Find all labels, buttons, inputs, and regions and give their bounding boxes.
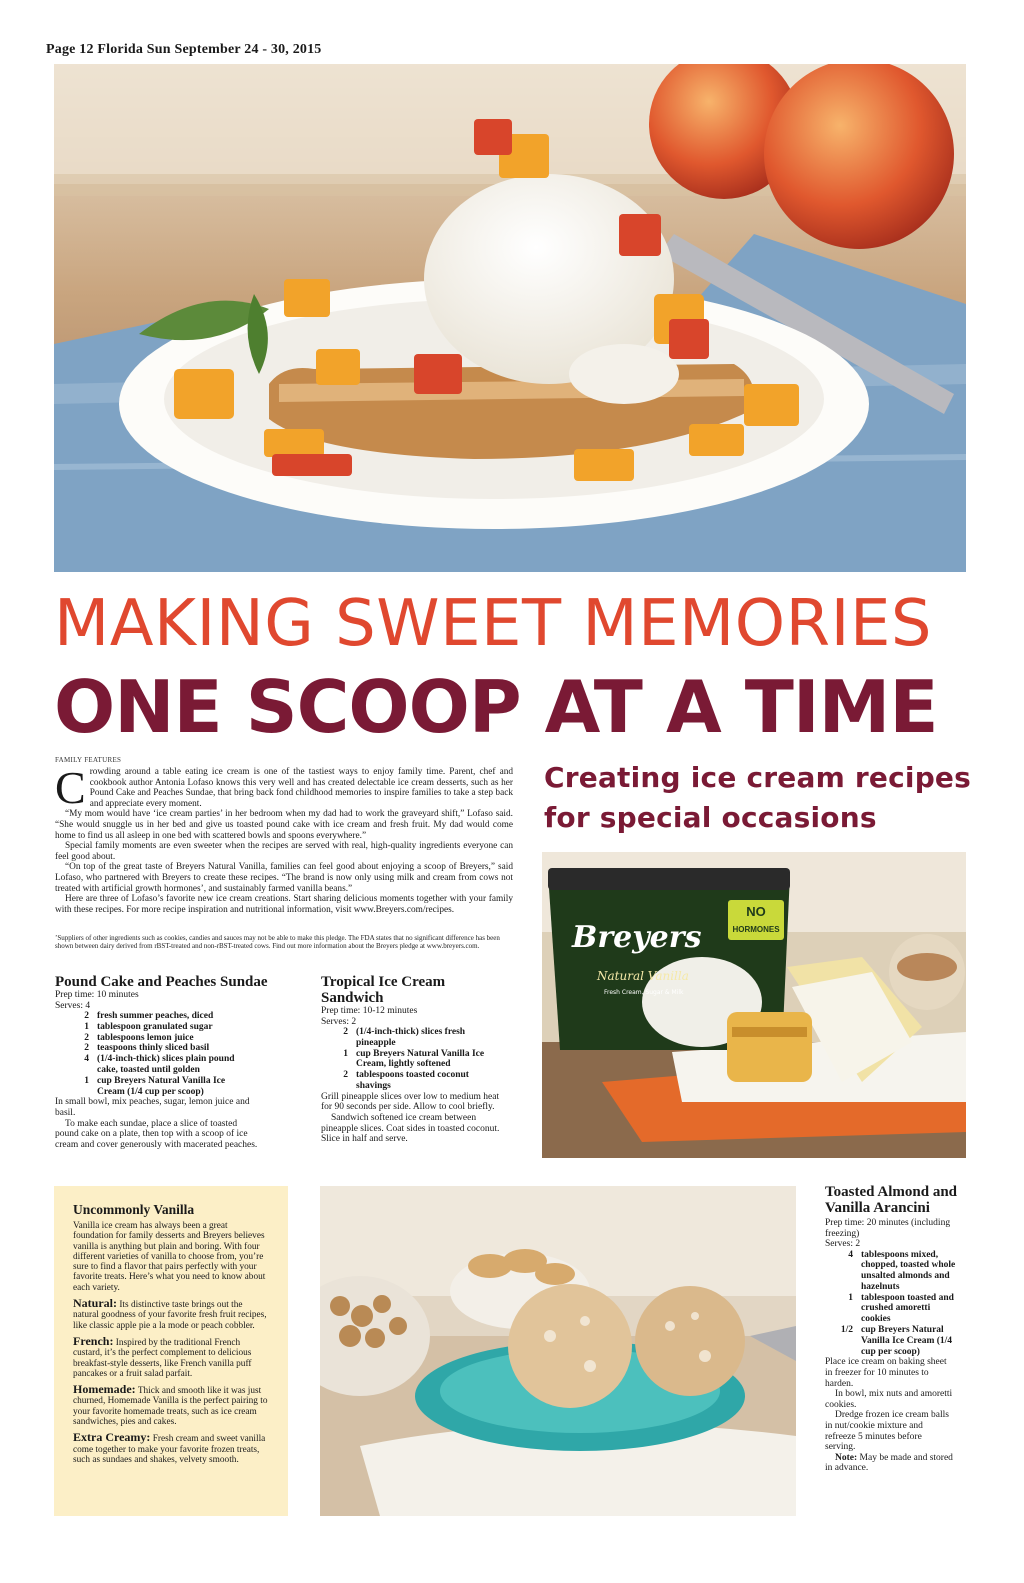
package-brand: Breyers: [572, 920, 702, 955]
ingredient-text: tablespoon toasted and crushed amoretti cookies: [861, 1292, 954, 1325]
headline-line-2: ONE SCOOP AT A TIME: [54, 665, 938, 749]
intro-paragraph-2: “My mom would have ‘ice cream parties’ in her bedroom when my dad had to work the graveyard shift,” Lofaso said. “She would snuggle us in her bed and give us toasted pound cake with ice cream and fresh fruit. My dad would come home to find us all asleep in one bed with scattered bowls and spoons everywhere.”: [55, 809, 513, 841]
intro-paragraph-1: rowding around a table eating ice cream is one of the tastiest ways to enjoy family time. Parent, chef and cookbook author Antonia Lofaso knows this very well and has created delectable ice cream desserts, such as her Pound Cake and Peaches Sundae, that bring back fond childhood memories to inspire families to take a step back and appreciate every moment.: [89, 767, 513, 809]
ingredient-list: [831, 1250, 956, 1358]
byline-credit: FAMILY FEATURES: [55, 756, 122, 764]
ingredient-qty: 4: [848, 1249, 853, 1260]
recipe-pound-cake: [55, 974, 287, 1150]
package-sub: Fresh Cream, Sugar & Milk: [604, 989, 684, 996]
recipe-title: Pound Cake and Peaches Sundae: [55, 974, 268, 990]
sidebar-item: [73, 1333, 270, 1379]
intro-paragraph-4: “On top of the great taste of Breyers Natural Vanilla, families can feel good about enjoying a scoop of Breyers,” said Lofaso, who partnered with Breyers to create these recipes. “The brand is now only using milk and cream from cows not treated with artificial growth hormones’, and sustainably farmed vanilla beans.”: [55, 862, 513, 894]
recipe-note: [825, 1453, 953, 1474]
prep-time: Prep time: 10-12 minutes: [321, 1006, 418, 1016]
ingredient-row: [67, 1022, 242, 1033]
prep-time: Prep time: 20 minutes (including freezing): [825, 1218, 951, 1239]
ingredient-row: [67, 1043, 242, 1054]
ingredient-qty: 4: [84, 1054, 89, 1065]
ingredient-qty: 1: [343, 1048, 348, 1059]
ingredient-qty: 2: [84, 1011, 89, 1021]
sidebar-uncommonly-vanilla: [54, 1186, 288, 1516]
sidebar-item-text: Inspired by the traditional French custard, it’s the perfect complement to delicious breakfast-style desserts, like French vanilla puff pancakes or a fruit salad parfait.: [73, 1337, 252, 1379]
serves: Serves: 4: [55, 1000, 91, 1011]
ingredient-row: [326, 1027, 491, 1049]
intro-paragraph-3: Special family moments are even sweeter when the recipes are served with real, high-quality ingredients everyone can feel good about.: [55, 841, 513, 862]
ingredient-qty: 2: [343, 1070, 348, 1081]
serves: Serves: 2: [321, 1016, 357, 1027]
ingredient-row: [67, 1054, 242, 1076]
intro-paragraph-5: Here are three of Lofaso’s favorite new ice cream creations. Start sharing delicious moments together with your family with these recipes. For more recipe inspiration and nutritional information, visit www.Breyers.com/recipes.: [55, 894, 513, 915]
direction-step: In small bowl, mix peaches, sugar, lemon juice and basil.: [55, 1097, 250, 1118]
sidebar-item-label: French:: [73, 1333, 114, 1348]
direction-step: Dredge frozen ice cream balls in nut/cookie mixture and refreeze 5 minutes before serving.: [825, 1410, 949, 1453]
page-folio: Page 12 Florida Sun September 24 - 30, 2015: [46, 42, 322, 57]
photo-arancini: [320, 1186, 796, 1516]
ingredient-text: (1/4-inch-thick) slices plain pound cake, toasted until golden: [97, 1054, 235, 1075]
recipe-directions: [825, 1357, 953, 1474]
ingredient-text: tablespoons toasted coconut shavings: [356, 1070, 469, 1091]
ingredient-qty: 1: [848, 1292, 853, 1303]
headline-line-1: MAKING SWEET MEMORIES: [54, 587, 933, 661]
sidebar-item-text: Fresh cream and sweet vanilla come together to make your favorite frozen treats, such as sundaes and shakes, velvety smooth.: [73, 1434, 266, 1465]
ingredient-qty: 2: [84, 1032, 89, 1043]
package-flavor: Natural Vanilla: [597, 969, 689, 983]
ingredient-text: tablespoons mixed, chopped, toasted whole unsalted almonds and hazelnuts: [861, 1249, 956, 1292]
recipe-tropical-sandwich: [321, 974, 511, 1145]
sidebar-item-text: Thick and smooth like it was just churned, Homemade Vanilla is the perfect pairing to your favorite homemade treats, such as ice cream sandwiches, pies and cakes.: [73, 1386, 268, 1428]
badge-no: NO: [746, 904, 766, 919]
recipe-directions: [321, 1092, 501, 1145]
ingredient-text: cup Breyers Natural Vanilla Ice Cream (1/4 cup per scoop): [97, 1075, 226, 1097]
ingredient-list: [326, 1027, 491, 1092]
note-label: Note:: [835, 1452, 858, 1463]
ingredient-text: (1/4-inch-thick) slices fresh pineapple: [356, 1027, 466, 1048]
direction-step: Place ice cream on baking sheet in freezer for 10 minutes to harden.: [825, 1357, 947, 1389]
intro-article: [55, 762, 513, 915]
ingredient-qty: 1: [84, 1075, 89, 1086]
serves: Serves: 2: [825, 1239, 861, 1249]
ingredient-qty: 2: [343, 1027, 348, 1037]
ingredient-row: [831, 1293, 956, 1325]
ingredient-row: [831, 1250, 956, 1293]
note-text: May be made and stored in advance.: [825, 1452, 953, 1474]
sidebar-item-label: Homemade:: [73, 1382, 136, 1397]
recipe-arancini: [825, 1184, 966, 1474]
ingredient-text: teaspoons thinly sliced basil: [97, 1043, 210, 1054]
ingredient-text: tablespoons lemon juice: [97, 1032, 194, 1043]
ingredient-text: fresh summer peaches, diced: [97, 1011, 214, 1021]
sidebar-item: [73, 1384, 270, 1427]
sidebar-title: Uncommonly Vanilla: [73, 1202, 195, 1217]
sidebar-intro: Vanilla ice cream has always been a great foundation for family desserts and Breyers believes vanilla is anything but plain and boring. With four different varieties of vanilla to choose from, you’re sure to find a flavor that pairs perfectly with your favorite treats. Here’s what you need to know about each variety.: [73, 1221, 266, 1293]
ingredient-text: cup Breyers Natural Vanilla Ice Cream (1/4 cup per scoop): [861, 1325, 953, 1357]
direction-step: Sandwich softened ice cream between pineapple slices. Coat sides in toasted coconut. Slice in half and serve.: [321, 1112, 500, 1145]
ingredient-row: [67, 1011, 242, 1022]
footnote: ’Suppliers of other ingredients such as cookies, candies and sauces may not be able to make this pledge. The FDA states that no significant difference has been shown between dairy derived from rBST-treated and non-rBST-treated cows. Find out more information about the Breyers pledge at www.breyers.com.: [55, 934, 500, 950]
ingredient-text: cup Breyers Natural Vanilla Ice Cream, lightly softened: [356, 1048, 485, 1070]
sidebar-item-text: Its distinctive taste brings out the natural goodness of your favorite fresh fruit recipes, like classic apple pie a la mode or peach cobbler.: [73, 1300, 267, 1331]
ingredient-row: [326, 1070, 491, 1092]
photo-ice-cream-sandwich: [542, 852, 966, 1158]
drop-cap: C: [55, 762, 86, 813]
ingredient-row: [831, 1325, 956, 1357]
ingredient-row: [67, 1033, 242, 1044]
ingredient-list: [67, 1011, 242, 1097]
direction-step: In bowl, mix nuts and amoretti cookies.: [825, 1389, 953, 1410]
recipe-title: Toasted Almond and Vanilla Arancini: [825, 1184, 957, 1216]
ingredient-row: [326, 1049, 491, 1071]
subheadline: Creating ice cream recipes for special occasions: [544, 761, 971, 834]
sidebar-item: [73, 1432, 270, 1465]
sidebar-item: [73, 1298, 270, 1331]
badge-hormones: HORMONES: [732, 925, 780, 934]
direction-step: Grill pineapple slices over low to medium heat for 90 seconds per side. Allow to cool briefly.: [321, 1091, 500, 1113]
sidebar-item-label: Natural:: [73, 1296, 117, 1311]
ingredient-qty: 1/2: [840, 1325, 853, 1336]
hero-photo-sundae: [54, 64, 966, 572]
recipe-title: Tropical Ice Cream Sandwich: [321, 974, 446, 1006]
prep-time: Prep time: 10 minutes: [55, 990, 139, 1000]
sidebar-item-label: Extra Creamy:: [73, 1430, 151, 1445]
direction-step: To make each sundae, place a slice of toasted pound cake on a plate, then top with a scoop of ice cream and cover generously with macerated peaches.: [55, 1118, 258, 1150]
ingredient-text: tablespoon granulated sugar: [97, 1021, 213, 1032]
ingredient-row: [67, 1076, 242, 1098]
ingredient-qty: 2: [84, 1043, 89, 1054]
recipe-directions: [55, 1097, 260, 1150]
ingredient-qty: 1: [84, 1021, 89, 1032]
